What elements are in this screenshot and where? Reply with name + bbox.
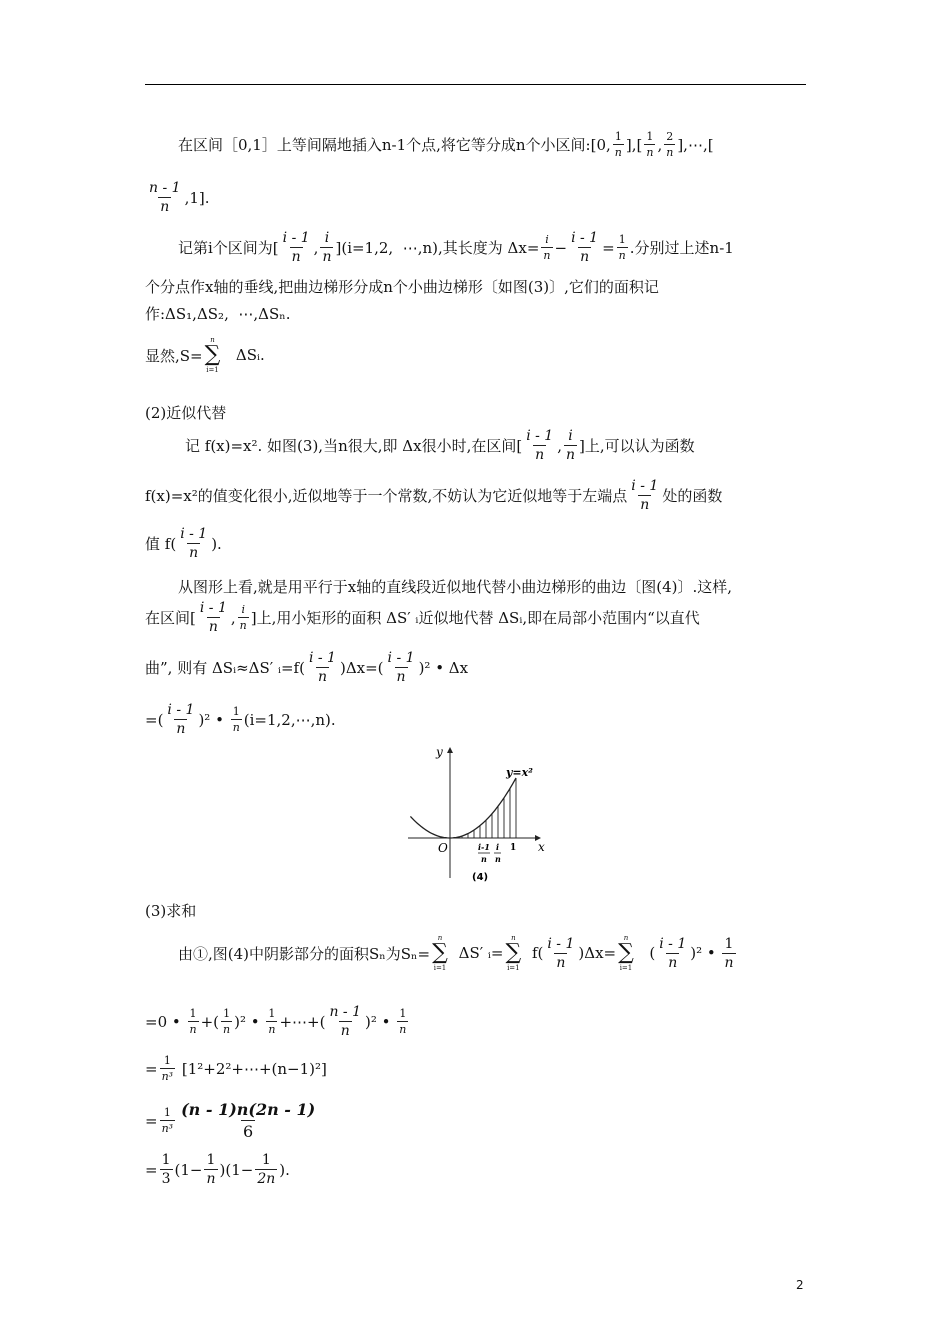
curve-label: y=x² [506,766,533,779]
fraction: $\frac{1}{\text{n³}}$ [161,1106,174,1135]
p2-line3: 作:ΔS₁,ΔS₂, ⋯,ΔSₙ. [145,305,291,323]
tick-label-i-1: i-1 [478,842,490,852]
summation: n ∑ i=1 [204,336,221,374]
p5-line4: =( i - 1 n )² • 1 n (i=1,2,⋯,n). [145,702,336,737]
fraction: i - 1 n [631,478,659,513]
fraction: $\frac{1}{3}$ [161,1152,171,1187]
tick-label-n: n [481,854,487,864]
figure-4 [398,744,558,888]
fraction: i n [565,428,576,463]
eq-line-1: =0 • 1 n +( 1 n )² • 1 n +⋯+( n - 1 n )² • 1 n [145,1004,407,1039]
page-number: 2 [796,1278,804,1292]
p4-line3: 值 f( i - 1 n ). [145,526,222,561]
p1-line1: 在区间［0,1］上等间隔地插入n-1个点,将它等分成n个小区间:[0, 1 n ],[ 1 n , 2 n ],⋯,[ [178,130,714,159]
fraction: 2 n [666,130,674,159]
p5-line1: 从图形上看,就是用平行于x轴的直线段近似地代替小曲边梯形的曲边〔图(4)〕.这样, [178,578,733,596]
fraction: i - 1 n [282,230,310,265]
y-axis-label: y [436,745,443,759]
fraction: i n [322,230,332,265]
fraction: i - 1 n [547,935,575,971]
fraction: 1 n [268,1007,276,1036]
p2-line2: 个分点作x轴的垂线,把曲边梯形分成n个小曲边梯形〔如图(3)〕,它们的面积记 [145,278,659,296]
p4-line2: f(x)=x²的值变化很小,近似地等于一个常数,不妨认为它近似地等于左端点 i - 1 n 处的函数 [145,478,723,513]
summation: n ∑ i=1 [505,934,522,972]
fraction: $\frac{i - 1}{n}$ [571,230,599,265]
tick-label-n2: n [495,854,501,864]
fraction: 1 n [189,1007,197,1036]
eq-line-2: = $\frac{1}{\text{n³}}$ [1²+2²+⋯+(n−1)²] [145,1054,327,1083]
fraction: $\frac{1}{n}$ [206,1152,216,1187]
summation: n ∑ i=1 [618,934,634,972]
fraction: i - 1 n [526,428,554,463]
p2-line1: 记第i个区间为[ i - 1 n , i n ](i=1,2, ⋯,n),其长度为 Δx= $\frac{i}{n}$ − $\frac{i - 1}{n}$ = $\frac{1}{n}$ .分别过上述n-1 [178,230,734,265]
eq-line-4: = $\frac{1}{3}$ (1− $\frac{1}{n}$ )(1− $\frac{1}{2n}$ ). [145,1152,290,1187]
fraction: 1 n [232,705,240,734]
p3-line: 显然,S= n ∑ i=1 ΔSᵢ. [145,336,265,374]
fraction: n - 1 n [149,180,181,215]
shaded-rectangles [456,778,516,838]
eq-line-3: = $\frac{1}{\text{n³}}$ (n - 1)n(2n - 1) 6 [145,1100,316,1141]
fraction: $\frac{i}{n}$ [543,233,551,262]
fraction: $\frac{1}{n}$ [618,233,626,262]
fraction: 1 n [223,1007,231,1036]
fraction: i - 1 n [659,935,687,971]
area-diagram [398,744,558,884]
fraction: i - 1 n [199,600,227,635]
fraction: 1 n [724,935,734,971]
fraction: i n [239,603,247,632]
fraction: 1 n [614,130,622,159]
figure-caption: (4) [472,872,489,883]
p5-line3: 曲”, 则有 ΔSᵢ≈ΔS′ ᵢ=f( i - 1 n )Δx=( i - 1 n )² • Δx [145,650,469,685]
fraction: i - 1 n [308,650,336,685]
fraction: i - 1 n [180,526,208,561]
tick-label-one: 1 [510,843,517,853]
header-rule [145,84,806,85]
summation: n ∑ i=1 [432,934,448,972]
heading-approx: (2)近似代替 [145,404,227,422]
origin-label: O [438,841,448,855]
p6-line: 由①,图(4)中阴影部分的面积Sₙ为Sₙ= n ∑ i=1 ΔS′ ᵢ= n ∑ i=1 f( i - 1 n )Δx= n ∑ i=1 ( i - 1 n )² • 1 n [178,934,734,972]
p1-line2: n - 1 n ,1]. [149,180,210,215]
heading-sum: (3)求和 [145,902,197,920]
parabola-curve [410,778,516,838]
tick-label-i: i [496,842,500,852]
fraction: 1 n [399,1007,407,1036]
text: 在区间［0,1］上等间隔地插入n-1个点,将它等分成n个小区间:[0, [178,136,611,154]
fraction: 1 n [646,130,654,159]
fraction: n - 1 n [329,1004,362,1039]
fraction: i - 1 n [387,650,415,685]
p4-line1: 记 f(x)=x². 如图(3),当n很大,即 Δx很小时,在区间[ i - 1 n , i n ]上,可以认为函数 [185,428,695,463]
x-axis-label: x [538,840,545,854]
fraction: $\frac{1}{2n}$ [257,1152,276,1187]
fraction: i - 1 n [167,702,195,737]
fraction: $\frac{1}{\text{n³}}$ [161,1054,174,1083]
p5-line2: 在区间[ i - 1 n , i n ]上,用小矩形的面积 ΔS′ ᵢ近似地代替 ΔSᵢ,即在局部小范围内“以直代 [145,600,700,635]
fraction: (n - 1)n(2n - 1) 6 [181,1100,316,1141]
